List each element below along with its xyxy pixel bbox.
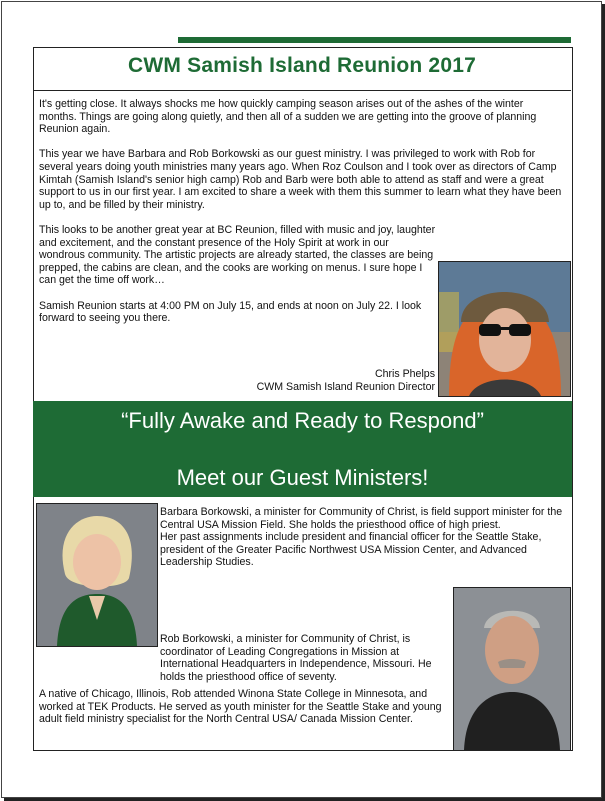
bio-paragraph: A native of Chicago, Illinois, Rob attended Winona State College in Minnesota, and worked at TEK Products. He served as youth minister for the Seattle Stake and young adult field ministry specialist for the North Central USA/ Canada Mission Center. [39,688,442,726]
bio-paragraph: Barbara Borkowski, a minister for Community of Christ, is field support minister for the Central USA Mission Field. She holds the priesthood office of high priest. [160,506,563,531]
rob-photo [453,587,571,751]
signature-name: Chris Phelps [374,368,435,380]
bio-paragraph: Her past assignments include president and financial officer for the Seattle Stake, president of the Greater Pacific Northwest USA Mission Center, and Advanced Leadership Studies. [160,531,542,569]
rob-photo-image [454,588,570,750]
top-accent-rule [178,37,571,43]
barbara-photo-image [37,504,157,646]
letter-paragraph: This looks to be another great year at BC Reunion, filled with music and joy, laughter and excitement, and the constant presence of the Holy Spirit at work in our wondrous community. The artistic projects are already started, the classes are being prepped, the cabins are clean, and the cooks are working on menus. I sure hope I can get the time off work… [39,223,436,287]
theme-banner [33,401,572,497]
barbara-bio [160,506,570,569]
director-photo-image [439,262,570,396]
rob-bio-intro [160,633,450,683]
signature-block [190,368,435,394]
theme-quote: “Fully Awake and Ready to Respond” [121,408,484,433]
bio-paragraph: Rob Borkowski, a minister for Community of Christ, is coordinator of Leading Congregations in Mission at International Headquarters in Independence, Missouri. He holds the priesthood office of seventy. [160,633,432,683]
rob-bio-details [39,688,449,726]
barbara-photo [36,503,158,647]
signature-title: CWM Samish Island Reunion Director [256,381,435,393]
guest-ministers-heading: Meet our Guest Ministers! [176,465,429,490]
letter-paragraph: Samish Reunion starts at 4:00 PM on July 15, and ends at noon on July 22. I look forward to seeing you there. [39,299,422,325]
letter-paragraph: It's getting close. It always shocks me how quickly camping season arises out of the ashes of the winter months. Things are going along quietly, and then all of a sudden we are getting into the groove of planning Reunion again. [39,98,537,136]
title-divider [33,90,571,91]
director-photo [438,261,571,397]
letter-paragraph: This year we have Barbara and Rob Borkowski as our guest ministry. I was privileged to work with Rob for several years doing youth ministries many years ago. When Roz Coulson and I took over as directors of Camp Kimtah (Samish Island's senior high camp) Rob and Barb were both able to attend as staff and were a great support to us in our first year. I am excited to share a week with them this summer to learn what they have been up to, and be filled by their ministry. [39,148,562,211]
page-title: CWM Samish Island Reunion 2017 [128,54,476,77]
